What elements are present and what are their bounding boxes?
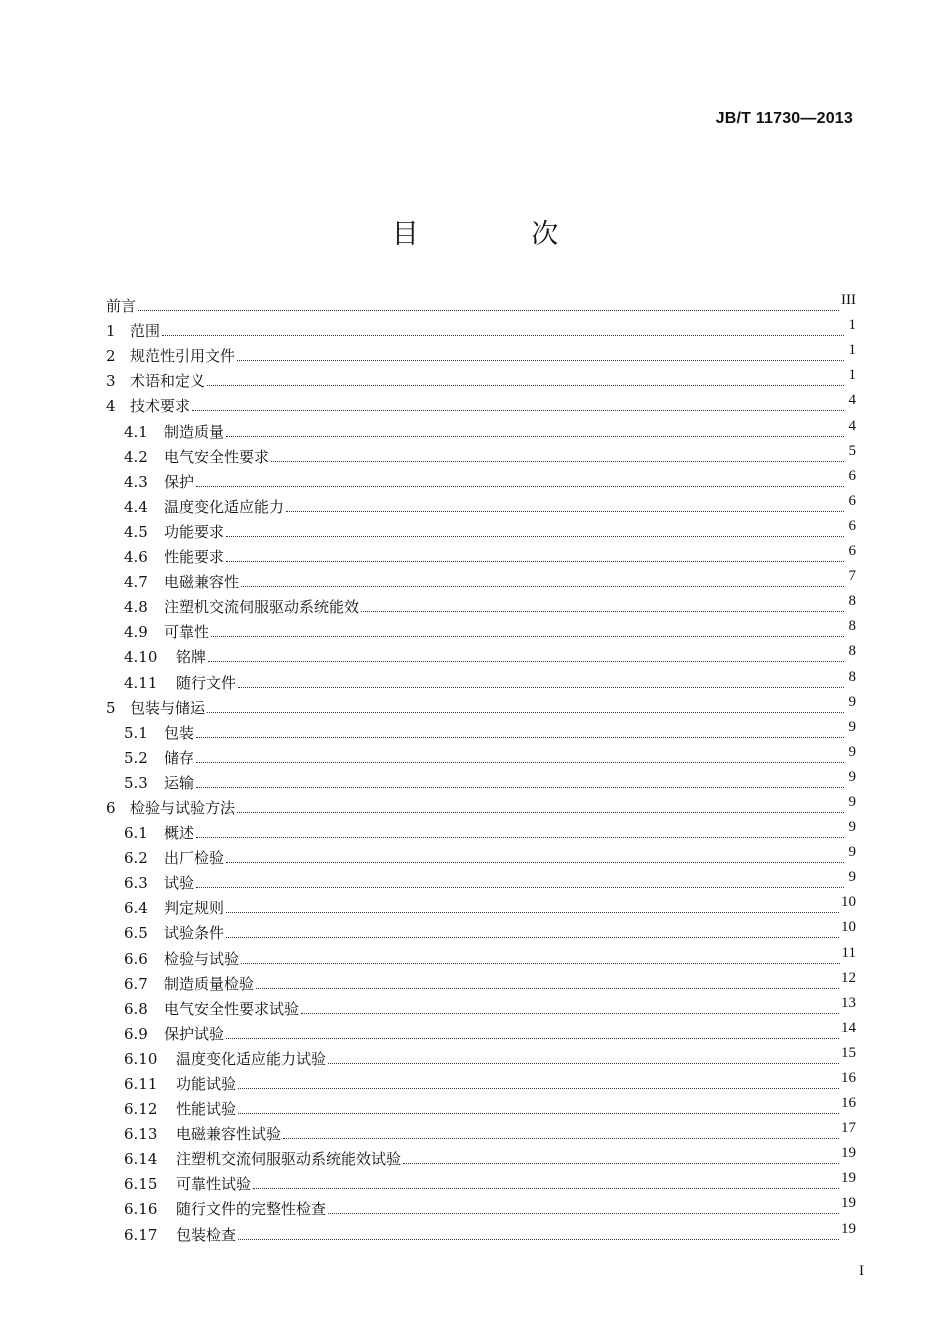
toc-entry-label: 性能试验 <box>176 1100 237 1119</box>
toc-dot-leader <box>283 1138 839 1139</box>
toc-dot-leader <box>328 1213 839 1214</box>
toc-dot-leader <box>226 1038 839 1039</box>
toc-entry-number: 4.11 <box>124 673 158 692</box>
toc-entry-page: 19 <box>841 1145 856 1162</box>
toc-dot-leader <box>238 1239 839 1240</box>
toc-entry-label: 功能试验 <box>176 1075 237 1093</box>
toc-entry-number: 6.2 <box>124 849 148 868</box>
toc-entry[interactable] <box>106 892 856 917</box>
toc-entry[interactable] <box>106 616 856 641</box>
toc-entry[interactable] <box>106 1168 856 1193</box>
toc-entry[interactable] <box>106 315 856 340</box>
toc-entry-page: 5 <box>848 442 856 459</box>
toc-entry-label: 规范性引用文件 <box>130 347 236 366</box>
toc-entry[interactable] <box>106 717 856 742</box>
toc-entry-label: 电磁兼容性试验 <box>176 1125 282 1144</box>
toc-dot-leader <box>253 1188 839 1189</box>
toc-entry-number: 3 <box>106 372 116 391</box>
toc-entry-label: 电气安全性要求 <box>164 447 270 466</box>
toc-entry-label: 检验与试验方法 <box>130 798 236 817</box>
toc-entry-number: 6.7 <box>124 974 148 993</box>
toc-dot-leader <box>226 862 844 863</box>
toc-dot-leader <box>238 1088 839 1089</box>
toc-dot-leader <box>196 486 844 487</box>
toc-entry[interactable] <box>106 340 856 365</box>
toc-entry-page: 9 <box>848 693 856 710</box>
toc-entry-label: 试验 <box>164 874 195 893</box>
toc-entry-number: 4.4 <box>124 497 148 516</box>
toc-entry-label: 包装检查 <box>176 1225 237 1244</box>
toc-dot-leader <box>286 511 844 512</box>
toc-entry[interactable] <box>106 441 856 466</box>
toc-entry-number: 6.11 <box>124 1075 158 1093</box>
toc-entry-label: 注塑机交流伺服驱动系统能效 <box>164 598 360 617</box>
toc-entry[interactable] <box>106 792 856 817</box>
toc-entry-label: 温度变化适应能力试验 <box>176 1049 327 1068</box>
toc-entry-page: 10 <box>841 919 856 936</box>
toc-dot-leader <box>328 1063 839 1064</box>
toc-entry-page: 17 <box>841 1120 856 1137</box>
toc-entry-page: III <box>841 292 856 309</box>
toc-entry-label: 术语和定义 <box>130 372 206 391</box>
toc-dot-leader <box>211 636 844 637</box>
toc-entry[interactable] <box>106 692 856 717</box>
toc-entry[interactable] <box>106 767 856 792</box>
toc-entry-label: 检验与试验 <box>164 949 240 968</box>
toc-dot-leader <box>256 988 839 989</box>
toc-entry-number: 4.6 <box>124 548 148 567</box>
toc-entry-label: 试验条件 <box>164 924 225 943</box>
toc-entry[interactable] <box>106 917 856 942</box>
toc-dot-leader <box>207 712 844 713</box>
toc-entry-label: 运输 <box>164 773 195 792</box>
toc-dot-leader <box>196 737 844 738</box>
toc-dot-leader <box>196 887 844 888</box>
toc-entry-label: 性能要求 <box>164 548 225 567</box>
toc-entry[interactable] <box>106 968 856 993</box>
toc-entry-page: 4 <box>848 392 856 409</box>
toc-entry-label: 保护试验 <box>164 1024 225 1043</box>
toc-entry[interactable] <box>106 1093 856 1118</box>
toc-entry-label: 注塑机交流伺服驱动系统能效试验 <box>176 1150 402 1169</box>
toc-entry[interactable] <box>106 365 856 390</box>
toc-entry-number: 6.3 <box>124 874 148 893</box>
toc-entry[interactable] <box>106 1118 856 1143</box>
toc-entry-number: 4.7 <box>124 573 148 592</box>
toc-dot-leader <box>361 611 844 612</box>
toc-dot-leader <box>196 837 844 838</box>
toc-entry-label: 范围 <box>130 322 161 341</box>
toc-entry-page: 1 <box>848 367 856 384</box>
toc-entry-label: 判定规则 <box>164 899 225 918</box>
toc-entry-label: 可靠性 <box>164 623 210 642</box>
toc-entry-number: 6.9 <box>124 1024 148 1043</box>
toc-entry-page: 6 <box>848 492 856 509</box>
toc-entry-label: 功能要求 <box>164 522 225 541</box>
toc-entry[interactable] <box>106 817 856 842</box>
toc-dot-leader <box>238 687 844 688</box>
toc-entry-number: 6.8 <box>124 999 148 1018</box>
toc-entry-number: 4.8 <box>124 598 148 617</box>
toc-entry-label: 铭牌 <box>176 648 207 667</box>
toc-entry-number: 6 <box>106 798 116 817</box>
toc-entry-number: 6.14 <box>124 1150 158 1169</box>
toc-entry-page: 19 <box>841 1170 856 1187</box>
toc-entry[interactable] <box>106 541 856 566</box>
toc-entry-page: 16 <box>841 1070 856 1086</box>
toc-entry[interactable] <box>106 1043 856 1068</box>
toc-entry-number: 6.4 <box>124 899 148 918</box>
toc-entry-number: 6.1 <box>124 824 148 843</box>
toc-entry-number: 4.3 <box>124 472 148 491</box>
toc-entry-label: 保护 <box>164 472 195 491</box>
toc-entry-number: 6.12 <box>124 1100 158 1119</box>
toc-entry-page: 12 <box>841 969 856 986</box>
toc-entry[interactable] <box>106 942 856 967</box>
toc-entry-page: 9 <box>848 869 856 886</box>
toc-dot-leader <box>226 536 844 537</box>
table-of-contents <box>106 290 856 1244</box>
toc-entry-page: 6 <box>848 467 856 484</box>
toc-entry-label: 随行文件的完整性检查 <box>176 1200 327 1219</box>
toc-entry[interactable] <box>106 842 856 867</box>
toc-dot-leader <box>237 360 844 361</box>
toc-entry-label: 温度变化适应能力 <box>164 497 285 516</box>
toc-entry-number: 6.16 <box>124 1200 158 1219</box>
toc-entry-page: 13 <box>841 994 856 1011</box>
toc-entry-number: 4 <box>106 397 116 416</box>
toc-entry[interactable] <box>106 666 856 691</box>
toc-entry-number: 6.10 <box>124 1049 158 1068</box>
toc-entry-number: 5.1 <box>124 723 148 742</box>
toc-entry-number: 1 <box>106 322 116 341</box>
toc-entry-number: 6.13 <box>124 1125 158 1144</box>
toc-entry-label: 概述 <box>164 824 195 843</box>
toc-entry-label: 技术要求 <box>130 397 191 416</box>
toc-entry[interactable] <box>106 1068 856 1093</box>
toc-entry-page: 15 <box>841 1044 856 1061</box>
toc-entry-label: 出厂检验 <box>164 849 225 868</box>
toc-entry-number: 6.15 <box>124 1175 158 1194</box>
toc-entry-page: 14 <box>841 1019 856 1036</box>
toc-entry-number: 5.3 <box>124 773 148 792</box>
toc-entry-page: 7 <box>848 568 856 585</box>
toc-entry[interactable] <box>106 516 856 541</box>
toc-dot-leader <box>403 1163 839 1164</box>
toc-dot-leader <box>241 586 844 587</box>
toc-entry-label: 制造质量 <box>164 422 225 441</box>
toc-entry-label: 包装 <box>164 723 195 742</box>
toc-entry-number: 4.9 <box>124 623 148 642</box>
toc-entry[interactable] <box>106 591 856 616</box>
toc-entry-page: 9 <box>848 743 856 760</box>
toc-entry-page: 19 <box>841 1195 856 1212</box>
toc-dot-leader <box>162 335 844 336</box>
toc-dot-leader <box>196 787 844 788</box>
toc-entry-number: 6.5 <box>124 924 148 943</box>
toc-entry-page: 10 <box>841 894 856 911</box>
toc-entry-page: 4 <box>848 417 856 434</box>
toc-entry[interactable] <box>106 867 856 892</box>
toc-entry[interactable] <box>106 390 856 415</box>
toc-dot-leader <box>226 436 844 437</box>
toc-entry[interactable] <box>106 641 856 666</box>
toc-entry-number: 5 <box>106 698 116 717</box>
toc-entry-number: 4.5 <box>124 522 148 541</box>
toc-dot-leader <box>238 1113 839 1114</box>
toc-entry-page: 9 <box>848 793 856 810</box>
toc-entry-page: 1 <box>848 342 856 359</box>
toc-entry-page: 8 <box>848 643 856 660</box>
toc-entry-page: 8 <box>848 618 856 635</box>
toc-entry-label: 电气安全性要求试验 <box>164 999 300 1018</box>
toc-entry-label: 储存 <box>164 748 195 767</box>
toc-entry[interactable] <box>106 1193 856 1218</box>
toc-entry-page: 16 <box>841 1095 856 1112</box>
toc-entry[interactable] <box>106 742 856 767</box>
toc-dot-leader <box>226 561 844 562</box>
toc-dot-leader <box>207 385 844 386</box>
toc-dot-leader <box>138 310 839 311</box>
toc-entry[interactable] <box>106 415 856 440</box>
toc-entry-page: 19 <box>841 1220 856 1237</box>
toc-entry-number: 6.6 <box>124 949 148 968</box>
toc-dot-leader <box>192 410 844 411</box>
toc-entry-number: 4.10 <box>124 648 158 667</box>
toc-entry-page: 8 <box>848 668 856 685</box>
toc-entry-page: 1 <box>848 317 856 334</box>
toc-entry-page: 11 <box>841 944 856 961</box>
toc-dot-leader <box>237 812 844 813</box>
toc-entry-number: 6.17 <box>124 1225 158 1244</box>
standard-code: JB/T 11730—2013 <box>715 110 853 127</box>
toc-entry-label: 随行文件 <box>176 673 237 692</box>
toc-entry-label: 前言 <box>106 297 137 316</box>
toc-entry-label: 包装与储运 <box>130 698 206 717</box>
toc-entry-page: 9 <box>848 718 856 735</box>
toc-entry[interactable] <box>106 566 856 591</box>
toc-dot-leader <box>301 1013 839 1014</box>
toc-entry-number: 4.1 <box>124 422 148 441</box>
toc-dot-leader <box>226 937 839 938</box>
toc-entry-label: 制造质量检验 <box>164 974 255 993</box>
toc-entry[interactable] <box>106 993 856 1018</box>
toc-entry[interactable] <box>106 466 856 491</box>
toc-entry[interactable] <box>106 1218 856 1243</box>
toc-dot-leader <box>208 661 844 662</box>
toc-dot-leader <box>226 912 839 913</box>
footer-page-number: I <box>859 1263 864 1279</box>
toc-entry-page: 9 <box>848 768 856 785</box>
toc-dot-leader <box>271 461 844 462</box>
toc-entry-number: 5.2 <box>124 748 148 767</box>
toc-entry-page: 6 <box>848 543 856 560</box>
toc-entry-label: 电磁兼容性 <box>164 573 240 592</box>
toc-entry[interactable] <box>106 491 856 516</box>
toc-entry-page: 6 <box>848 517 856 534</box>
page-title: 目 次 <box>391 219 611 250</box>
toc-entry-number: 2 <box>106 347 116 366</box>
toc-entry-number: 4.2 <box>124 447 148 466</box>
toc-entry[interactable] <box>106 1018 856 1043</box>
toc-entry-page: 8 <box>848 593 856 610</box>
toc-entry-page: 9 <box>848 819 856 836</box>
toc-entry-label: 可靠性试验 <box>176 1175 252 1194</box>
toc-entry[interactable] <box>106 290 856 315</box>
toc-dot-leader <box>196 762 844 763</box>
toc-entry[interactable] <box>106 1143 856 1168</box>
toc-entry-page: 9 <box>848 844 856 861</box>
toc-dot-leader <box>241 963 840 964</box>
